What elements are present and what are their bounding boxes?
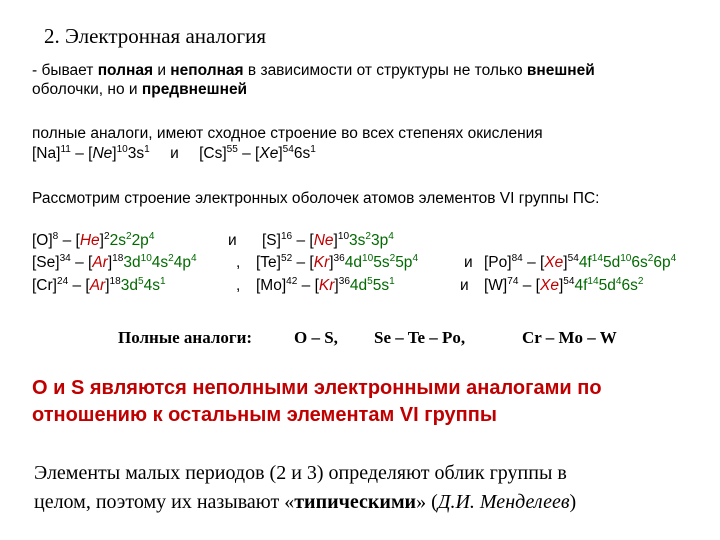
core: Xe bbox=[540, 277, 559, 294]
config: 4s bbox=[151, 254, 169, 271]
config-chromium bbox=[32, 277, 166, 295]
dash: – [ bbox=[237, 145, 260, 162]
config: 3d bbox=[120, 277, 138, 294]
config: 4d bbox=[344, 254, 362, 271]
electrons: 1 bbox=[144, 143, 150, 155]
core-count: 10 bbox=[337, 230, 350, 242]
separator-and: и bbox=[170, 145, 179, 162]
config: 5d bbox=[598, 277, 616, 294]
dash: – [ bbox=[68, 277, 90, 294]
electrons: 4 bbox=[191, 252, 197, 264]
electrons: 2 bbox=[637, 275, 644, 287]
config-selenium bbox=[32, 254, 197, 272]
config-sulfur bbox=[262, 232, 394, 250]
config-tellurium bbox=[256, 254, 418, 272]
electrons: 1 bbox=[159, 275, 166, 287]
intro-bold-full: полная bbox=[97, 62, 154, 79]
electrons: 4 bbox=[388, 230, 394, 242]
bracket: ] bbox=[558, 277, 564, 294]
electrons: 10 bbox=[140, 252, 152, 264]
dash: – [ bbox=[70, 145, 93, 162]
typical-text: целом, поэтому их называют « bbox=[34, 491, 295, 513]
full-analogs-text: полные аналоги, имеют сходное строение во всех степенях окисления bbox=[32, 125, 543, 142]
bracket: ] bbox=[563, 254, 568, 271]
core: Ne bbox=[313, 232, 334, 249]
z: 8 bbox=[52, 230, 59, 242]
config: 6s bbox=[621, 277, 638, 294]
core: Kr bbox=[318, 277, 335, 294]
dash: – [ bbox=[297, 277, 319, 294]
core-ne: Ne bbox=[92, 145, 113, 162]
electrons: 2 bbox=[125, 230, 132, 242]
intro-bold-outer: внешней bbox=[526, 62, 595, 79]
core-count: 54 bbox=[282, 143, 294, 155]
config: 4f bbox=[574, 277, 588, 294]
config: 3s bbox=[349, 232, 366, 249]
bracket: ] bbox=[99, 232, 104, 249]
symbol: [Cr] bbox=[32, 277, 57, 294]
config: 6s bbox=[631, 254, 648, 271]
analogs-group-cr-mo-w: Cr – Mo – W bbox=[522, 328, 617, 347]
electrons: 2 bbox=[365, 230, 372, 242]
incomplete-line-1: О и S являются неполными электронными аналогами по bbox=[32, 377, 602, 399]
electrons: 10 bbox=[362, 252, 374, 264]
electrons: 4 bbox=[615, 275, 622, 287]
core-xe: Xe bbox=[259, 145, 279, 162]
config: 3d bbox=[123, 254, 141, 271]
core-count: 18 bbox=[109, 275, 121, 287]
bracket: ] bbox=[333, 232, 338, 249]
config: 5s bbox=[373, 254, 390, 271]
config: 5p bbox=[395, 254, 413, 271]
z: 74 bbox=[507, 275, 519, 287]
symbol: [W] bbox=[484, 277, 508, 294]
z-na: 11 bbox=[60, 143, 71, 155]
config: 6p bbox=[653, 254, 671, 271]
intro-bold-incomplete: неполная bbox=[170, 62, 244, 79]
z: 42 bbox=[286, 275, 298, 287]
typical-line-1: Элементы малых периодов (2 и 3) определяют облик группы в bbox=[34, 462, 567, 484]
and-1: и bbox=[228, 232, 237, 249]
dash: – [ bbox=[518, 277, 540, 294]
intro-text: оболочки, но и bbox=[32, 81, 142, 98]
bracket: ] bbox=[107, 254, 113, 271]
electrons: 1 bbox=[389, 275, 395, 287]
bracket: ] bbox=[278, 145, 283, 162]
core: Kr bbox=[313, 254, 330, 271]
electrons: 10 bbox=[620, 252, 632, 264]
core: Ar bbox=[89, 277, 106, 294]
and-3: и bbox=[460, 277, 469, 294]
intro-text: и bbox=[153, 62, 171, 79]
electrons: 1 bbox=[310, 143, 316, 155]
symbol: [S] bbox=[262, 232, 281, 249]
comma-1: , bbox=[236, 254, 241, 271]
symbol: [Mo] bbox=[256, 277, 287, 294]
dash: – [ bbox=[58, 232, 80, 249]
electrons: 4 bbox=[148, 230, 155, 242]
typical-text: » ( bbox=[416, 491, 438, 513]
analogs-group-se-te-po: Se – Te – Po, bbox=[374, 328, 466, 347]
core: He bbox=[79, 232, 100, 249]
intro-text: в зависимости от структуры не только bbox=[243, 62, 527, 79]
electrons: 14 bbox=[591, 252, 603, 264]
and-2: и bbox=[464, 254, 473, 271]
dash: – [ bbox=[522, 254, 545, 271]
core-count: 2 bbox=[103, 230, 110, 242]
electrons: 2 bbox=[168, 252, 174, 264]
core-count: 54 bbox=[563, 275, 575, 287]
dash: – [ bbox=[292, 232, 314, 249]
symbol: [Se] bbox=[32, 254, 60, 271]
intro-bold-preouter: предвнешней bbox=[141, 81, 248, 98]
config: 5s bbox=[372, 277, 390, 294]
config: 6s bbox=[293, 145, 311, 162]
typical-author: Д.И. Менделеев bbox=[437, 491, 570, 513]
dash: – [ bbox=[292, 254, 314, 271]
z: 16 bbox=[280, 230, 293, 242]
config: 4f bbox=[578, 254, 592, 271]
symbol-cs: [Cs] bbox=[199, 145, 227, 162]
config: 3p bbox=[371, 232, 389, 249]
config-tungsten bbox=[484, 277, 643, 295]
typical-bold: типическими bbox=[294, 491, 417, 513]
z: 52 bbox=[280, 252, 293, 264]
symbol: [Te] bbox=[256, 254, 281, 271]
electrons: 14 bbox=[587, 275, 599, 287]
config: 2s bbox=[109, 232, 126, 249]
core: Xe bbox=[544, 254, 564, 271]
config: 3s bbox=[127, 145, 145, 162]
analogs-label: Полные аналоги: bbox=[118, 328, 253, 347]
intro-text: - бывает bbox=[32, 62, 98, 79]
consider-text: Рассмотрим строение электронных оболочек атомов элементов VI группы ПС: bbox=[32, 190, 600, 207]
intro-line-2 bbox=[32, 81, 247, 99]
symbol: [O] bbox=[32, 232, 53, 249]
electrons: 2 bbox=[647, 252, 654, 264]
electrons: 4 bbox=[670, 252, 677, 264]
intro-line-1 bbox=[32, 62, 595, 80]
config: 2p bbox=[131, 232, 149, 249]
electrons: 2 bbox=[389, 252, 396, 264]
incomplete-line-2: отношению к остальным элементам VI группы bbox=[32, 404, 497, 426]
bracket: ] bbox=[105, 277, 110, 294]
core-count: 10 bbox=[116, 143, 128, 155]
z: 34 bbox=[59, 252, 71, 264]
bracket: ] bbox=[329, 254, 334, 271]
config-polonium bbox=[484, 254, 676, 272]
typical-line-2 bbox=[34, 491, 576, 514]
config: 4s bbox=[143, 277, 160, 294]
config: 4p bbox=[173, 254, 192, 271]
core-count: 54 bbox=[567, 252, 579, 264]
page-title: 2. Электронная аналогия bbox=[44, 24, 267, 48]
symbol-na: [Na] bbox=[32, 145, 61, 162]
analogs-group-o-s: O – S, bbox=[294, 328, 338, 347]
symbol: [Po] bbox=[484, 254, 512, 271]
z-cs: 55 bbox=[226, 143, 238, 155]
electrons: 5 bbox=[137, 275, 144, 287]
electrons: 5 bbox=[367, 275, 373, 287]
config-molybdenum bbox=[256, 277, 395, 295]
core-count: 36 bbox=[333, 252, 345, 264]
typical-text: ) bbox=[569, 491, 577, 513]
dash: – [ bbox=[70, 254, 93, 271]
z: 84 bbox=[511, 252, 523, 264]
bracket: ] bbox=[112, 145, 117, 162]
core: Ar bbox=[92, 254, 108, 271]
z: 24 bbox=[56, 275, 69, 287]
bracket: ] bbox=[334, 277, 339, 294]
comma-2: , bbox=[236, 277, 241, 294]
config-oxygen bbox=[32, 232, 154, 250]
config: 4d bbox=[349, 277, 368, 294]
core-count: 18 bbox=[112, 252, 124, 264]
full-analogs-example bbox=[32, 145, 316, 163]
core-count: 36 bbox=[338, 275, 350, 287]
electrons: 4 bbox=[412, 252, 419, 264]
config: 5d bbox=[602, 254, 621, 271]
